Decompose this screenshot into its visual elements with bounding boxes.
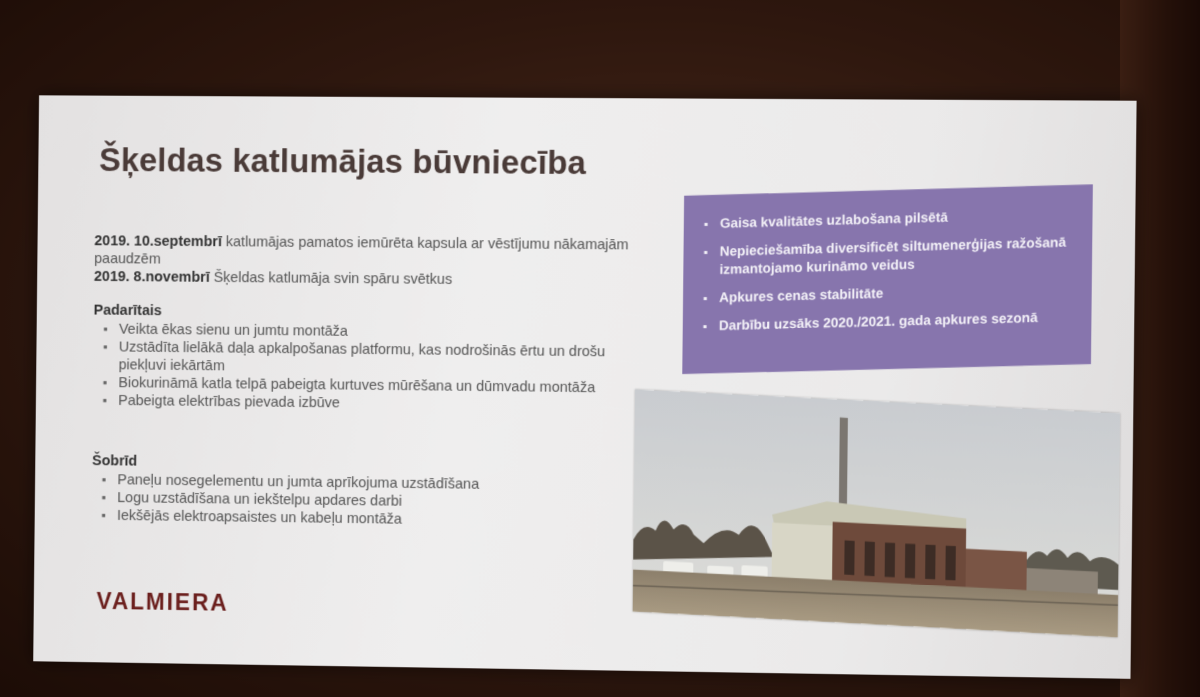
milestone-date: 2019. 10.septembrī <box>94 233 223 251</box>
done-item: ▪ Veikta ēkas sienu un jumtu montāža <box>103 321 648 344</box>
benefit-item: ▪ Nepieciešamība diversificēt siltumenerģijas ražošanā izmantojamo kurināmo veidus <box>703 233 1068 279</box>
milestone-item <box>94 232 649 272</box>
valmiera-logo: VALMIERA <box>96 587 229 616</box>
done-section <box>93 302 649 416</box>
done-item: ▪ Pabeigta elektrības pievada izbūve <box>102 392 647 416</box>
now-section <box>91 452 647 532</box>
milestone-date: 2019. 8.novembrī <box>93 268 210 286</box>
benefit-item: ▪ Gaisa kvalitātes uzlabošana pilsētā <box>704 205 1068 233</box>
done-item: ▪ Uzstādīta lielākā daļa apkalpošanas platformu, kas nodrošinās ērtu un drošu piekļuvi iekārtām <box>103 338 649 379</box>
presentation-slide <box>33 95 1136 679</box>
milestone-text: katlumājas pamatos iemūrēta kapsula ar vēstījumu nākamajām paaudzēm <box>94 234 629 268</box>
milestone-text: Šķeldas katlumāja svin spāru svētkus <box>209 269 453 288</box>
boiler-house-photo <box>633 389 1120 637</box>
chimney <box>839 418 848 515</box>
milestone-item <box>94 268 649 291</box>
benefits-box <box>682 184 1093 374</box>
benefit-item: ▪ Darbību uzsāks 2020./2021. gada apkures sezonā <box>703 308 1067 335</box>
now-list <box>91 471 647 532</box>
benefit-item: ▪ Apkures cenas stabilitāte <box>703 280 1067 308</box>
benefits-list <box>703 205 1068 335</box>
slide-title: Šķeldas katlumājas būvniecība <box>98 141 587 182</box>
now-item: ▪ Logu uzstādīšana un iekštelpu apdares darbi <box>101 489 646 514</box>
now-heading: Šobrīd <box>92 453 138 470</box>
now-item: ▪ Iekšējās elektroapsaistes un kabeļu montāža <box>101 507 646 532</box>
done-item: ▪ Biokurināmā katla telpā pabeigta kurtuves mūrēšana un dūmvadu montāža <box>103 374 648 398</box>
now-item: ▪ Paneļu nosegelementu un jumta aprīkojuma uzstādīšana <box>102 471 647 496</box>
done-heading: Padarītais <box>93 302 162 320</box>
done-list <box>93 320 649 415</box>
milestone-dates <box>94 232 650 290</box>
